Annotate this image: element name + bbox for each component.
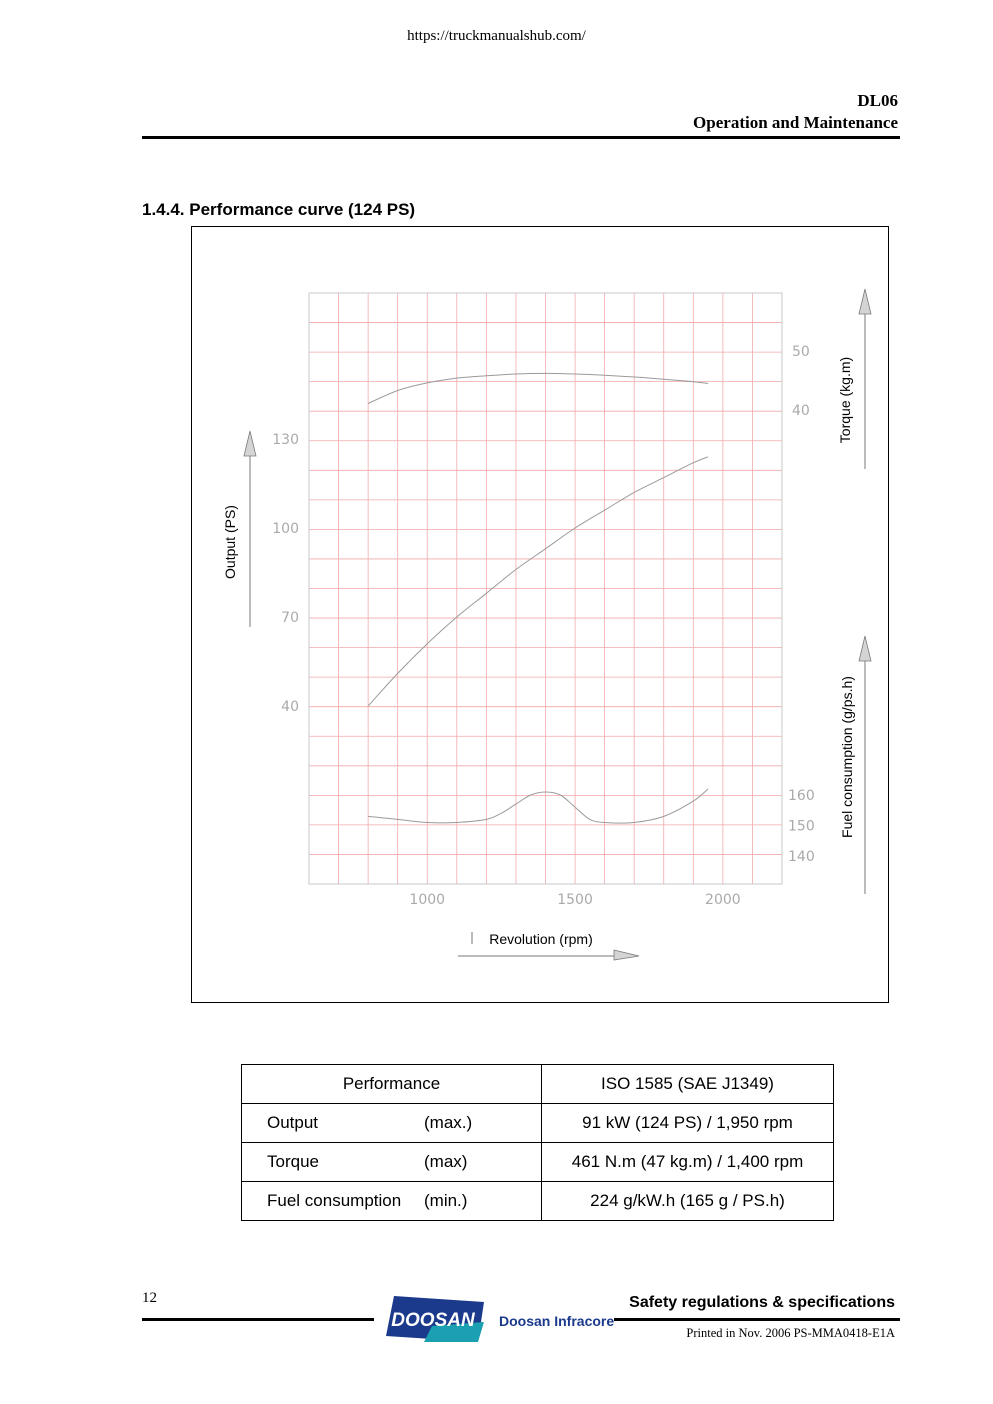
x-tick-label: 1500	[557, 892, 593, 908]
table-row	[242, 1143, 834, 1182]
footer-rule-left	[142, 1318, 374, 1321]
chart-axis-labels	[222, 289, 871, 960]
param-qualifier: (max.)	[424, 1113, 473, 1132]
chart-ticks	[272, 344, 814, 908]
param-qualifier: (max)	[424, 1152, 468, 1171]
table-cell-value: 224 g/kW.h (165 g / PS.h)	[542, 1182, 834, 1221]
section-title: 1.4.4. Performance curve (124 PS)	[142, 200, 416, 219]
footer-section-title: Safety regulations & specifications	[629, 1294, 895, 1311]
table-cell-param	[242, 1104, 542, 1143]
output-tick-label: 40	[281, 699, 299, 715]
param-name: Torque	[267, 1152, 319, 1171]
param-name: Fuel consumption	[267, 1191, 402, 1210]
output-axis-label: Output (PS)	[222, 505, 238, 579]
torque-tick-label: 40	[792, 403, 810, 419]
performance-chart	[192, 227, 890, 1004]
param-name: Output	[267, 1113, 319, 1132]
model-name: DL06	[857, 91, 898, 110]
output-tick-label: 70	[281, 610, 299, 626]
document-title: Operation and Maintenance	[693, 113, 898, 132]
x-tick-label: 1000	[409, 892, 446, 908]
table-cell-value: 91 kW (124 PS) / 1,950 rpm	[542, 1104, 834, 1143]
fuel-curve	[368, 789, 708, 823]
table-cell-param	[242, 1143, 542, 1182]
table-row	[242, 1182, 834, 1221]
fuel-tick-label: 160	[788, 788, 815, 804]
doosan-logo	[380, 1296, 490, 1344]
torque-axis-label: Torque (kg.m)	[837, 356, 853, 444]
source-url: https://truckmanualshub.com/	[407, 28, 586, 44]
param-qualifier: (min.)	[424, 1191, 468, 1210]
table-cell-param	[242, 1182, 542, 1221]
table-cell-value: 461 N.m (47 kg.m) / 1,400 rpm	[542, 1143, 834, 1182]
output-tick-label: 130	[272, 432, 299, 448]
performance-table	[241, 1064, 834, 1221]
torque-axis-arrow-head	[859, 289, 871, 314]
footer-rule-right	[614, 1318, 900, 1321]
fuel-axis-label: Fuel consumption (g/ps.h)	[839, 676, 855, 838]
company-name: Doosan Infracore	[499, 1313, 615, 1329]
table-header-row	[242, 1065, 834, 1104]
torque-tick-label: 50	[792, 344, 810, 360]
output-axis-arrow-head	[244, 431, 256, 456]
fuel-tick-label: 140	[788, 849, 815, 865]
print-info: Printed in Nov. 2006 PS-MMA0418-E1A	[686, 1326, 895, 1340]
torque-curve	[368, 373, 708, 403]
table-header-cell: Performance	[242, 1065, 542, 1104]
x-axis-arrow-head	[614, 950, 639, 960]
x-tick-label: 2000	[705, 892, 741, 908]
table-header-cell: ISO 1585 (SAE J1349)	[542, 1065, 834, 1104]
header-rule	[142, 136, 900, 139]
logo-wordmark: DOOSAN	[391, 1310, 475, 1331]
fuel-tick-label: 150	[788, 818, 815, 835]
page-number: 12	[142, 1290, 157, 1306]
x-axis-label: Revolution (rpm)	[489, 931, 593, 947]
fuel-axis-arrow-head	[859, 636, 871, 661]
output-curve	[368, 457, 708, 706]
table-row	[242, 1104, 834, 1143]
chart-grid	[309, 293, 782, 884]
performance-chart-frame	[191, 226, 889, 1003]
output-tick-label: 100	[272, 521, 299, 537]
